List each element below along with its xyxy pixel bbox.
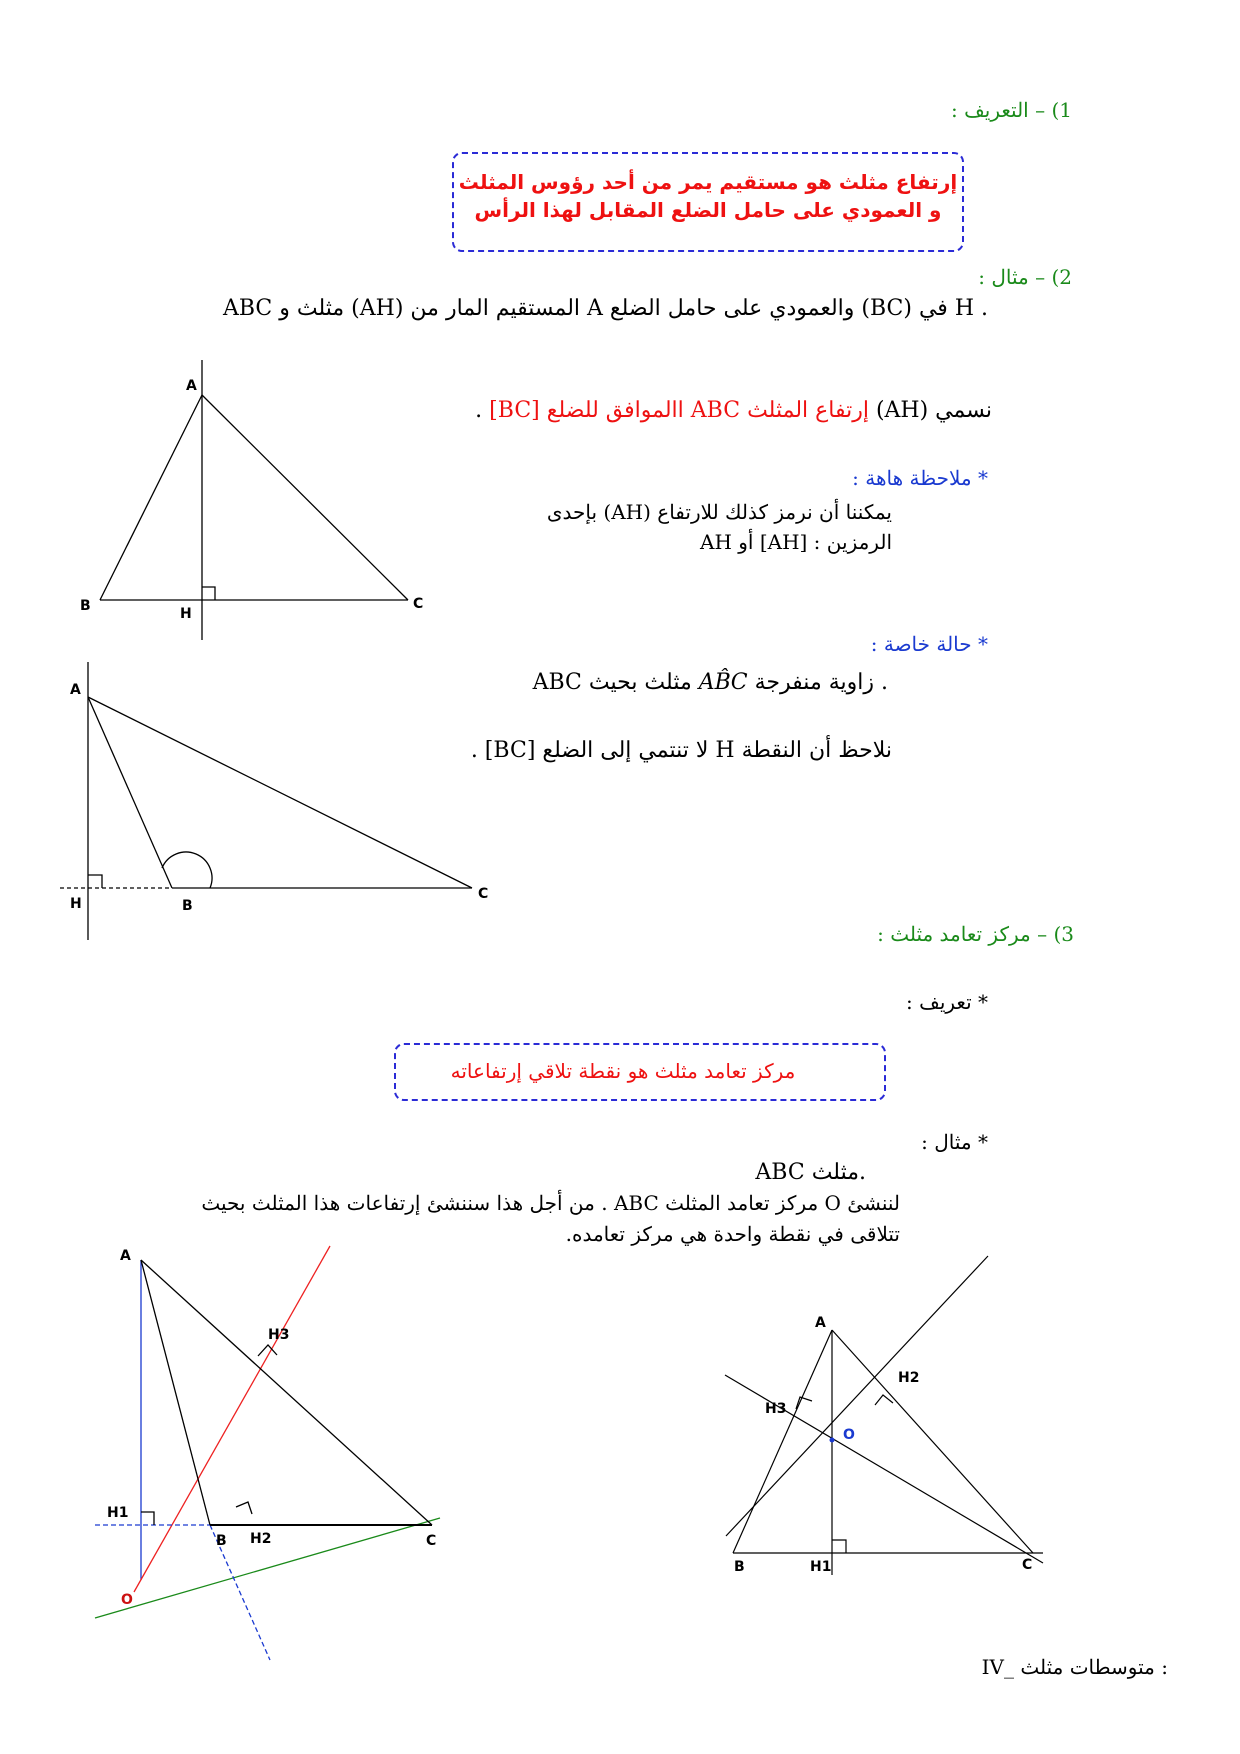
fig3-label-h1: H1 [107, 1505, 129, 1521]
orthocenter-example-line-3: تتلاقى في نقطة واحدة هي مركز تعامده. [565, 1222, 900, 1246]
fig3-label-h3: H3 [268, 1327, 290, 1343]
example-intro: ABC مثلث و (AH) المستقيم المار من A والعمودي على حامل الضلع (BC) في H . [222, 296, 988, 321]
fig1-label-h: H [180, 606, 192, 622]
fig2-label-c: C [478, 886, 489, 902]
fig4-right-angle-h1 [832, 1540, 846, 1553]
note-line-2: الرمزين : [AH] أو AH [700, 530, 892, 554]
fig4-altitude-b [726, 1256, 988, 1536]
fig4-label-h2: H2 [898, 1370, 920, 1386]
fig3-label-b: B [216, 1533, 227, 1549]
orthocenter-definition-title: * تعريف : [906, 990, 988, 1014]
fig3-label-o: O [121, 1592, 133, 1608]
fig4-blank [733, 1524, 834, 1551]
definition-line-2: و العمودي على حامل الضلع المقابل لهذا الرأس [474, 198, 942, 222]
fig4-orthocenter-point [830, 1438, 835, 1443]
orthocenter-example-line-2: لننشئ O مركز تعامد المثلث ABC . من أجل هذا سننشئ إرتفاعات هذا المثلث بحيث [201, 1191, 900, 1215]
special-case-text-a: ABC مثلث بحيث [532, 670, 699, 695]
fig3-label-a: A [120, 1248, 131, 1264]
section-3-heading: 3) – مركز تعامد مثلث : [877, 922, 1074, 946]
special-case-text-b: زاوية منفرجة . [747, 670, 888, 695]
fig4-label-o: O [843, 1427, 855, 1443]
fig4-right-angle-h2 [875, 1395, 893, 1405]
section-2-heading: 2) – مثال : [978, 265, 1072, 289]
fig2-label-h: H [70, 896, 82, 912]
note-title: * ملاحظة هاهة : [852, 466, 988, 490]
fig3-label-h2: H2 [250, 1531, 272, 1547]
section-4-heading: IV_ متوسطات مثلث : [981, 1655, 1168, 1679]
special-case-title: * حالة خاصة : [870, 632, 988, 656]
naming-suffix: . [475, 398, 490, 423]
fig1-label-a: A [186, 378, 197, 394]
naming-prefix: نسمي (AH) [868, 398, 992, 423]
special-case-line-2: نلاحظ أن النقطة H لا تنتمي إلى الضلع [BC] . [470, 738, 892, 763]
fig4-label-b: B [734, 1559, 745, 1575]
fig4-label-h3: H3 [765, 1401, 787, 1417]
fig4-label-c: C [1022, 1557, 1033, 1573]
fig1-label-b: B [80, 598, 91, 614]
fig2-label-a: A [70, 682, 81, 698]
note-line-1: يمكننا أن نرمز كذلك للارتفاع (AH) بإحدى [546, 500, 892, 524]
angle-abc: AB̂C [698, 670, 748, 695]
fig4-label-h1: H1 [810, 1559, 832, 1575]
fig3-label-c: C [426, 1533, 437, 1549]
fig4-side-ab [733, 1330, 832, 1553]
orthocenter-example-title: * مثال : [921, 1130, 988, 1154]
orthocenter-definition-text: مركز تعامد مثلث هو نقطة تلاقي إرتفاعاته [450, 1059, 796, 1083]
definition-line-1: إرتفاع مثلث هو مستقيم يمر من أحد رؤوس المثلث [458, 170, 958, 194]
fig4-right-angle-h3 [796, 1397, 812, 1409]
fig4-side-ac [832, 1330, 1033, 1553]
fig4-label-a: A [815, 1315, 826, 1331]
fig2-label-b: B [182, 898, 193, 914]
section-1-heading: 1) – التعريف : [951, 98, 1072, 122]
naming-highlight: إرتفاع المثلث ABC االموافق للضلع [BC] [489, 398, 869, 423]
orthocenter-example-line-1: ABC مثلث. [755, 1160, 866, 1185]
fig1-label-c: C [413, 596, 424, 612]
